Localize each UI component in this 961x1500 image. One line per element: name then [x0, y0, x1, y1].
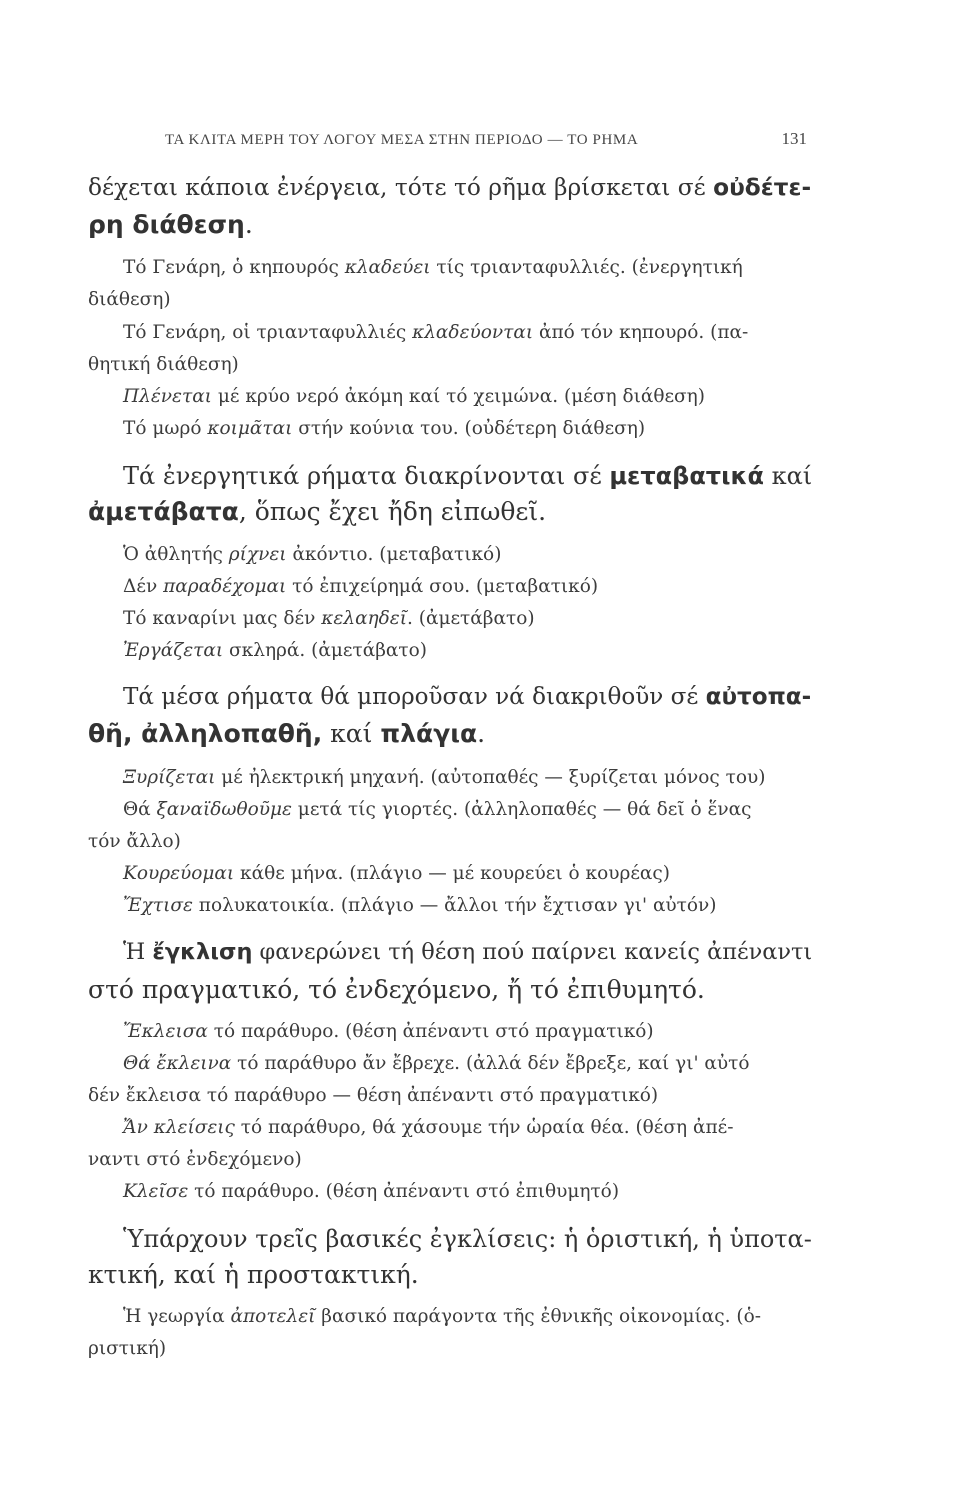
text-segment: ναντι στό ἐνδεχόμενο): [88, 1149, 302, 1170]
text-segment: κάθε μήνα. (πλάγιο — μέ κουρεύει ὁ κουρέας): [234, 863, 670, 884]
text-segment: ἀκόντιο. (μεταβατικό): [286, 544, 502, 565]
bold-term: μεταβατικά: [609, 462, 764, 490]
italic-verb: κλαδεύονται: [412, 322, 534, 343]
text-segment: μέ κρύο νερό ἀκόμη καί τό χειμώνα. (μέση διάθεση): [211, 386, 705, 407]
example-line: [123, 767, 765, 788]
text-segment: μέ ἠλεκτρική μηχανή. (αὐτοπαθές — ξυρίζεται μόνος του): [215, 767, 766, 788]
text-segment: Ἡ: [123, 939, 153, 965]
text-segment: .: [477, 719, 486, 748]
bold-term: ἀμετάβατα: [88, 497, 239, 526]
italic-verb: Θά ἔκλεινα: [123, 1053, 232, 1074]
example-line: [123, 1021, 654, 1042]
text-segment: , ὅπως ἔχει ἤδη εἰπωθεῖ.: [238, 497, 547, 526]
text-line: [123, 462, 812, 490]
example-line: [123, 895, 717, 916]
example-line: [88, 1338, 166, 1359]
text-segment: μετά τίς γιορτές. (ἀλληλοπαθές — θά δεῖ ὁ ἕνας: [291, 799, 752, 820]
text-line: [123, 1225, 812, 1253]
example-line: [88, 1085, 658, 1106]
example-line: [123, 418, 645, 439]
example-line: [123, 257, 743, 278]
text-segment: Θά: [123, 799, 157, 820]
text-segment: φανερώνει τή θέση πού παίρνει κανείς ἀπέναντι: [252, 939, 813, 965]
example-line: [123, 386, 705, 407]
text-segment: τίς τριανταφυλλιές. (ἐνεργητική: [430, 257, 743, 278]
text-segment: πολυκατοικία. (πλάγιο — ἄλλοι τήν ἔχτισαν γι' αὐτόν): [192, 895, 717, 916]
text-line: [88, 719, 485, 748]
example-line: [88, 354, 239, 375]
text-segment: Τό καναρίνι μας δέν: [123, 608, 322, 629]
italic-verb: Πλένεται: [123, 386, 212, 407]
running-header: [165, 129, 807, 149]
text-segment: τό παράθυρο. (θέση ἀπέναντι στό ἐπιθυμητό): [188, 1181, 620, 1202]
text-line: [88, 975, 705, 1004]
italic-verb: Κλεῖσε: [123, 1181, 189, 1202]
italic-verb: κοιμᾶται: [207, 418, 293, 439]
text-segment: Τά μέσα ρήματα θά μποροῦσαν νά διακριθοῦν σέ: [123, 684, 706, 710]
example-line: [123, 1053, 750, 1074]
example-line: [123, 576, 598, 597]
bold-term: θῆ, ἀλληλοπαθῆ,: [88, 719, 323, 748]
text-segment: σκληρά. (ἀμετάβατο): [223, 640, 427, 661]
bold-term: οὐδέτε-: [713, 174, 812, 201]
text-segment: καί: [322, 719, 381, 748]
example-line: [123, 544, 501, 565]
text-line: [123, 939, 812, 965]
example-line: [88, 831, 181, 852]
italic-verb: Κουρεύομαι: [123, 863, 235, 884]
bold-term: ρη διάθεση: [88, 210, 245, 239]
page-number: 131: [781, 129, 807, 148]
text-segment: ἀπό τόν κηπουρό. (πα-: [533, 322, 749, 343]
example-line: [123, 322, 748, 343]
text-segment: .: [244, 210, 253, 239]
text-segment: κτική, καί ἡ προστακτική.: [88, 1260, 419, 1289]
example-line: [123, 640, 427, 661]
text-segment: θητική διάθεση): [88, 354, 239, 375]
text-segment: Ὁ ἀθλητής: [123, 544, 229, 565]
text-segment: δέν ἔκλεισα τό παράθυρο — θέση ἀπέναντι στό πραγματικό): [88, 1085, 659, 1106]
italic-verb: Ἄν κλείσεις: [123, 1117, 235, 1138]
text-segment: . (ἀμετάβατο): [406, 608, 535, 629]
text-segment: καί: [763, 462, 813, 490]
running-title: ΤΑ ΚΛΙΤΑ ΜΕΡΗ ΤΟΥ ΛΟΓΟΥ ΜΕΣΑ ΣΤΗΝ ΠΕΡΙΟΔΟ — ΤΟ ΡΗΜΑ: [165, 132, 639, 148]
italic-verb: ξαναϊδωθοῦμε: [156, 799, 292, 820]
bold-term: πλάγια: [380, 719, 478, 748]
text-segment: Ὑπάρχουν τρεῖς βασικές ἐγκλίσεις: ἡ ὁριστική, ἡ ὑποτα-: [123, 1225, 812, 1253]
text-segment: Δέν: [123, 576, 164, 597]
text-line: [123, 684, 811, 710]
text-segment: τό ἐπιχείρημά σου. (μεταβατικό): [286, 576, 599, 597]
text-segment: βασικό παράγοντα τῆς ἐθνικῆς οἰκονομίας. (ὁ-: [315, 1306, 761, 1327]
text-segment: Τό Γενάρη, ὁ κηπουρός: [123, 257, 345, 278]
text-segment: τό παράθυρο ἄν ἔβρεχε. (ἀλλά δέν ἔβρεξε, καί γι' αὐτό: [231, 1053, 750, 1074]
example-line: [123, 799, 752, 820]
example-line: [123, 1181, 619, 1202]
text-segment: στό πραγματικό, τό ἐνδεχόμενο, ἤ τό ἐπιθυμητό.: [88, 975, 705, 1004]
italic-verb: κλαδεύει: [344, 257, 431, 278]
italic-verb: Ξυρίζεται: [123, 767, 216, 788]
text-segment: Τά ἐνεργητικά ρήματα διακρίνονται σέ: [123, 462, 610, 490]
italic-verb: Ἐργάζεται: [123, 640, 224, 661]
example-line: [123, 863, 670, 884]
text-segment: Ἡ γεωργία: [123, 1306, 231, 1327]
text-segment: τόν ἄλλο): [88, 831, 181, 852]
italic-verb: παραδέχομαι: [163, 576, 287, 597]
bold-term: αὐτοπα-: [705, 684, 812, 710]
text-segment: δέχεται κάποια ἐνέργεια, τότε τό ρῆμα βρίσκεται σέ: [88, 174, 714, 201]
italic-verb: Ἔκλεισα: [123, 1021, 208, 1042]
example-line: [88, 289, 171, 310]
example-line: [123, 1117, 733, 1138]
text-segment: τό παράθυρο, θά χάσουμε τήν ὡραία θέα. (θέση ἀπέ-: [234, 1117, 734, 1138]
example-line: [88, 1149, 302, 1170]
bold-term: ἔγκλιση: [152, 939, 253, 965]
text-segment: ριστική): [88, 1338, 167, 1359]
text-line: [88, 497, 546, 526]
text-segment: διάθεση): [88, 289, 171, 310]
text-segment: Τό μωρό: [123, 418, 208, 439]
italic-verb: ἀποτελεῖ: [230, 1306, 316, 1327]
text-line: [88, 174, 811, 201]
text-segment: Τό Γενάρη, οἱ τριανταφυλλιές: [123, 322, 413, 343]
text-segment: στήν κούνια του. (οὐδέτερη διάθεση): [292, 418, 646, 439]
text-segment: τό παράθυρο. (θέση ἀπέναντι στό πραγματικό): [207, 1021, 654, 1042]
text-line: [88, 210, 253, 239]
text-line: [88, 1260, 419, 1289]
example-line: [123, 1306, 761, 1327]
italic-verb: ρίχνει: [228, 544, 287, 565]
italic-verb: κελαηδεῖ: [321, 608, 407, 629]
example-line: [123, 608, 535, 629]
italic-verb: Ἔχτισε: [123, 895, 193, 916]
